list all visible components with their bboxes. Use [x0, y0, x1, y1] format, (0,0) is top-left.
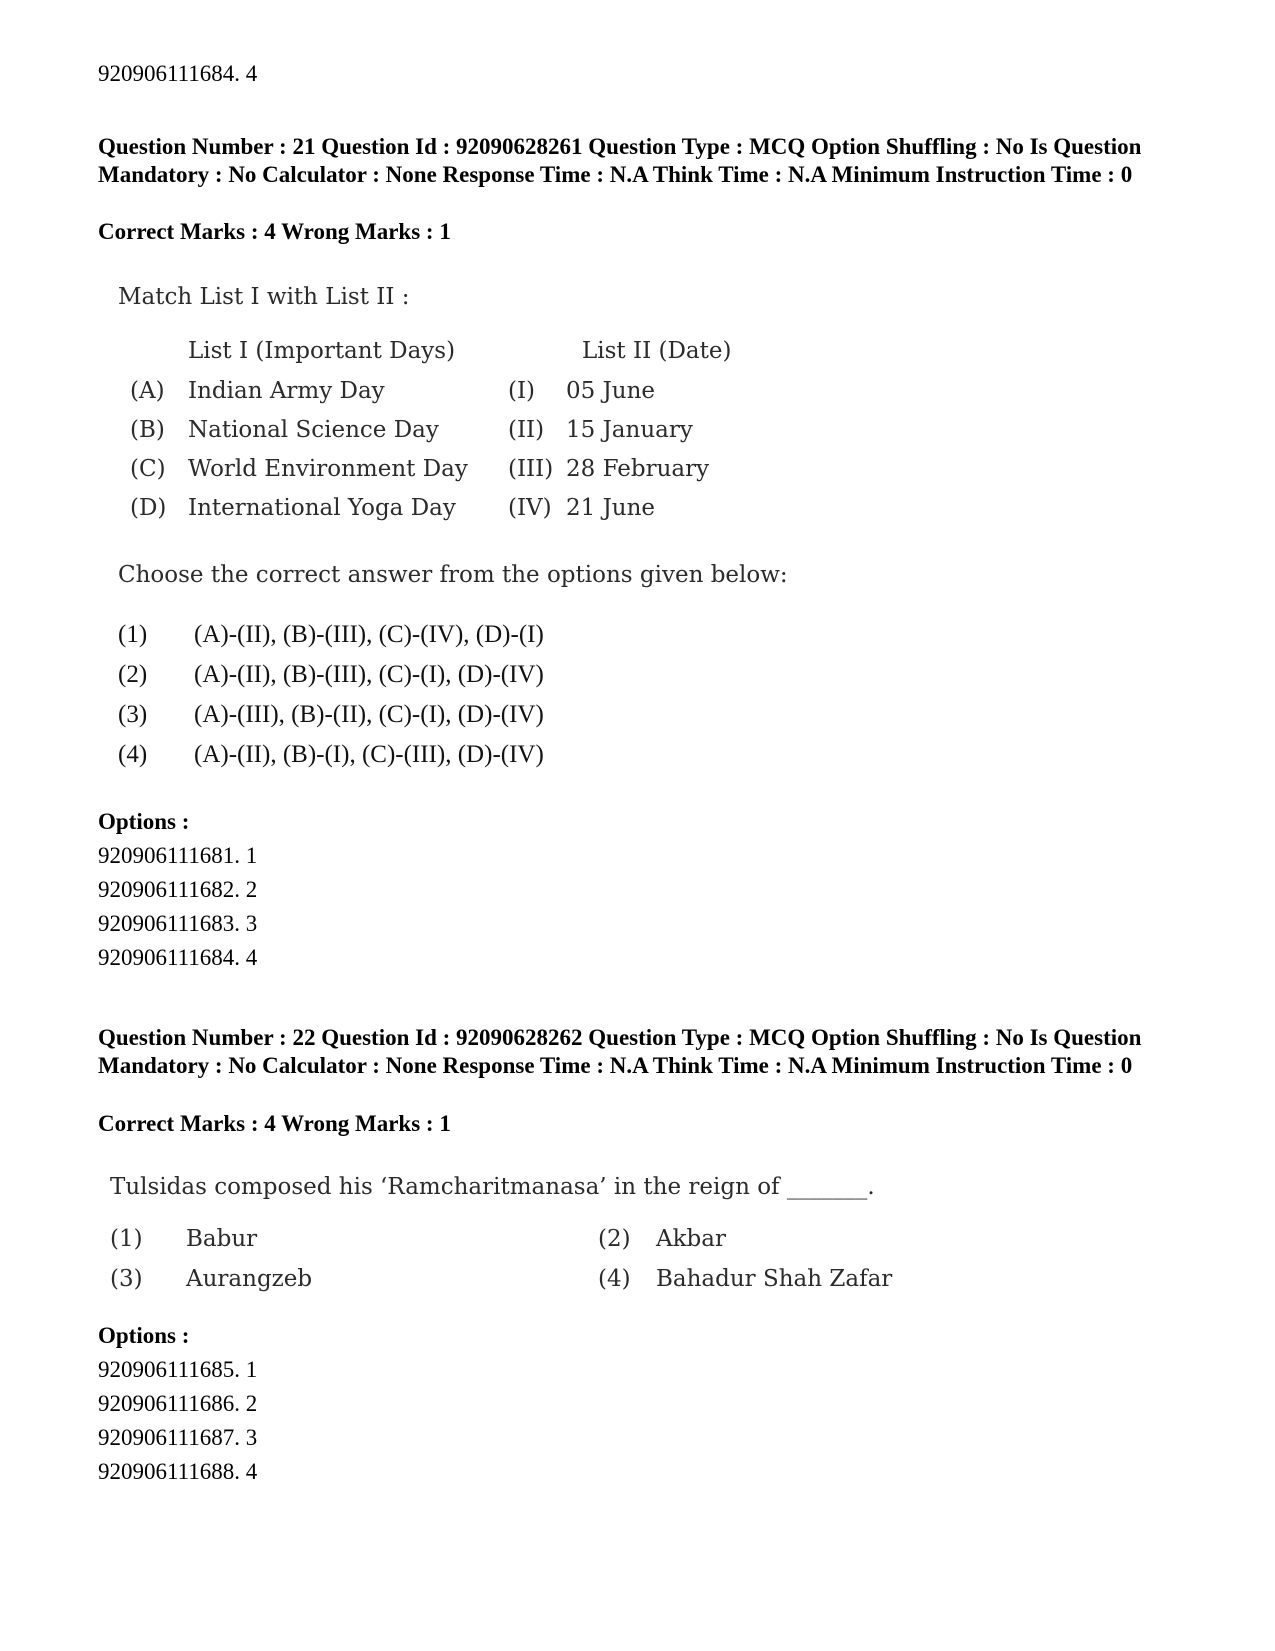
choose-instruction: Choose the correct answer from the options given below:: [118, 562, 788, 588]
list1-label: (B): [130, 417, 165, 443]
list1-item: World Environment Day: [188, 456, 468, 482]
list1-label: (A): [130, 378, 165, 404]
marks-line: Correct Marks : 4 Wrong Marks : 1: [98, 219, 451, 244]
option-line: 920906111684. 4: [98, 61, 258, 86]
list1-header: List I (Important Days): [188, 338, 456, 364]
choice-text: (A)-(II), (B)-(I), (C)-(III), (D)-(IV): [194, 741, 544, 768]
choice-number: (1): [118, 621, 148, 648]
choice-text: Aurangzeb: [186, 1266, 313, 1292]
options-label: Options :: [98, 1323, 190, 1348]
option-line: 920906111682. 2: [98, 877, 258, 902]
list2-item: 05 June: [566, 378, 656, 404]
choice-number: (3): [110, 1266, 143, 1292]
choice-text: Bahadur Shah Zafar: [656, 1266, 893, 1292]
choice-number: (4): [598, 1266, 631, 1292]
choice-text: Akbar: [656, 1226, 726, 1252]
question-prompt: Tulsidas composed his ‘Ramcharitmanasa’ in the reign of _______.: [110, 1174, 875, 1200]
option-line: 920906111688. 4: [98, 1459, 258, 1484]
option-line: 920906111683. 3: [98, 911, 258, 936]
options-label: Options :: [98, 809, 190, 834]
question-prompt: Match List I with List II :: [118, 284, 410, 310]
list1-label: (D): [130, 495, 167, 521]
list2-header: List II (Date): [582, 338, 732, 364]
option-line: 920906111686. 2: [98, 1391, 258, 1416]
list1-item: National Science Day: [188, 417, 439, 443]
choice-text: (A)-(II), (B)-(III), (C)-(I), (D)-(IV): [194, 661, 544, 688]
choice-number: (4): [118, 741, 148, 768]
list2-item: 15 January: [566, 417, 693, 443]
list1-item: International Yoga Day: [188, 495, 456, 521]
choice-number: (2): [598, 1226, 631, 1252]
choice-number: (2): [118, 661, 148, 688]
option-line: 920906111684. 4: [98, 945, 258, 970]
marks-line: Correct Marks : 4 Wrong Marks : 1: [98, 1111, 451, 1136]
list2-label: (III): [508, 456, 554, 482]
list2-item: 21 June: [566, 495, 656, 521]
list1-label: (C): [130, 456, 166, 482]
list2-item: 28 February: [566, 456, 710, 482]
option-line: 920906111687. 3: [98, 1425, 258, 1450]
choice-number: (1): [110, 1226, 143, 1252]
list2-label: (I): [508, 378, 536, 404]
choice-text: (A)-(II), (B)-(III), (C)-(IV), (D)-(I): [194, 621, 544, 648]
choice-text: (A)-(III), (B)-(II), (C)-(I), (D)-(IV): [194, 701, 544, 728]
list1-item: Indian Army Day: [188, 378, 385, 404]
question-meta: Question Number : 21 Question Id : 92090628261 Question Type : MCQ Option Shuffling : No Is Question Mandatory : No Calculator : None Response Time : N.A Think Time : N.A Minimum Instruction Time : 0: [98, 134, 1142, 187]
option-line: 920906111681. 1: [98, 843, 258, 868]
choice-text: Babur: [186, 1226, 258, 1252]
question-meta: Question Number : 22 Question Id : 92090628262 Question Type : MCQ Option Shuffling : No Is Question Mandatory : No Calculator : None Response Time : N.A Think Time : N.A Minimum Instruction Time : 0: [98, 1025, 1142, 1078]
list2-label: (II): [508, 417, 545, 443]
list2-label: (IV): [508, 495, 552, 521]
option-line: 920906111685. 1: [98, 1357, 258, 1382]
choice-number: (3): [118, 701, 148, 728]
